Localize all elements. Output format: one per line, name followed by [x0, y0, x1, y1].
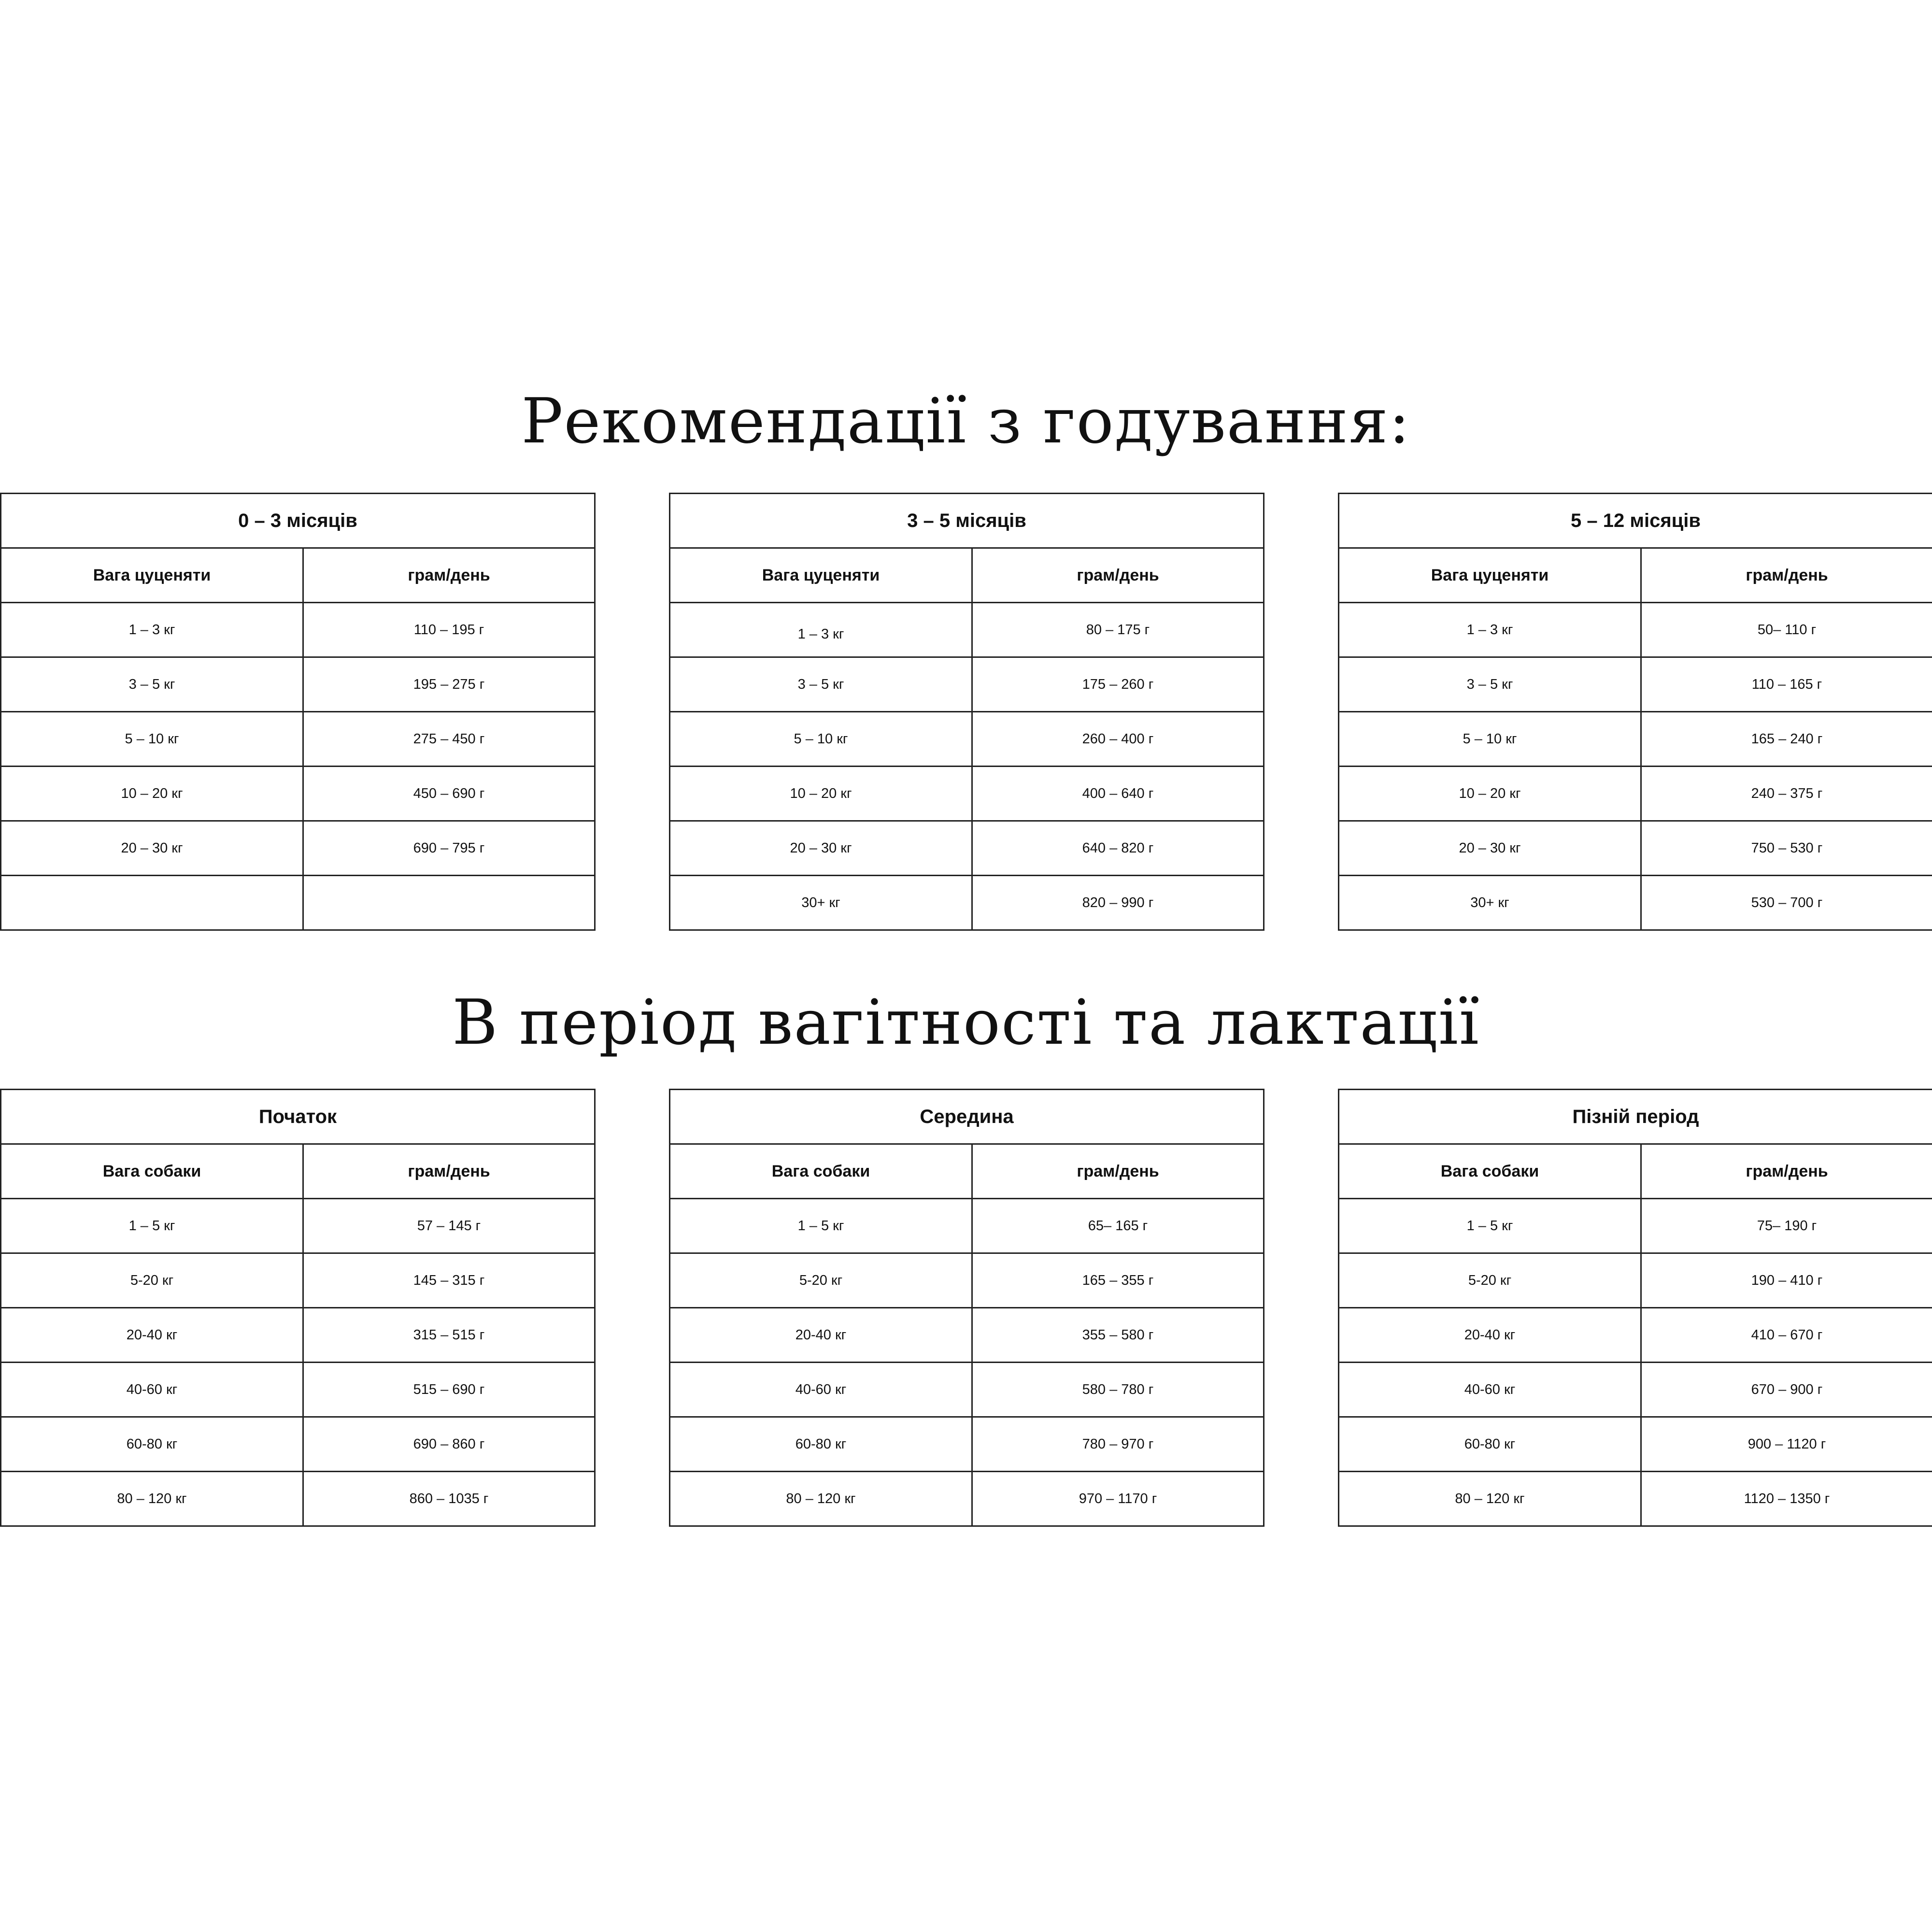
weight-cell: 1 – 3 кг	[1, 603, 303, 657]
weight-cell: 10 – 20 кг	[1339, 767, 1641, 821]
table-row	[670, 1472, 1264, 1526]
grams-per-day-column-header: грам/день	[1641, 1144, 1932, 1199]
portion-cell: 400 – 640 г	[972, 767, 1264, 821]
grams-per-day-column-header: грам/день	[1641, 548, 1932, 603]
weight-column-header: Вага цуценяти	[1339, 548, 1641, 603]
table-group-header-row	[1339, 1090, 1932, 1144]
puppy-3-5-months-table	[669, 493, 1264, 931]
portion-cell: 970 – 1170 г	[972, 1472, 1264, 1526]
table-row	[1, 1253, 595, 1308]
table-row	[1339, 657, 1932, 712]
table-row	[670, 876, 1264, 930]
table-row	[1339, 767, 1932, 821]
table-row	[1339, 712, 1932, 767]
portion-cell: 410 – 670 г	[1641, 1308, 1932, 1363]
portion-cell: 80 – 175 г	[972, 603, 1264, 657]
portion-cell: 110 – 165 г	[1641, 657, 1932, 712]
table-row	[1339, 1363, 1932, 1417]
weight-cell: 30+ кг	[670, 876, 972, 930]
weight-cell: 80 – 120 кг	[1339, 1472, 1641, 1526]
portion-cell: 165 – 355 г	[972, 1253, 1264, 1308]
table-row	[670, 821, 1264, 876]
portion-cell: 900 – 1120 г	[1641, 1417, 1932, 1472]
portion-cell: 165 – 240 г	[1641, 712, 1932, 767]
weight-cell: 10 – 20 кг	[670, 767, 972, 821]
weight-column-header: Вага цуценяти	[1, 548, 303, 603]
table-row	[1339, 1417, 1932, 1472]
weight-column-header: Вага собаки	[670, 1144, 972, 1199]
table-row	[670, 657, 1264, 712]
weight-cell: 80 – 120 кг	[670, 1472, 972, 1526]
weight-column-header: Вага собаки	[1, 1144, 303, 1199]
weight-cell	[1, 876, 303, 930]
weight-cell: 30+ кг	[1339, 876, 1641, 930]
table-row	[670, 603, 1264, 657]
table-column-header-row	[670, 548, 1264, 603]
portion-cell: 175 – 260 г	[972, 657, 1264, 712]
table-row	[1, 1417, 595, 1472]
weight-cell: 1 – 5 кг	[1339, 1199, 1641, 1253]
weight-column-header: Вага цуценяти	[670, 548, 972, 603]
portion-cell: 580 – 780 г	[972, 1363, 1264, 1417]
weight-cell: 10 – 20 кг	[1, 767, 303, 821]
portion-cell: 690 – 860 г	[303, 1417, 595, 1472]
portion-cell: 750 – 530 г	[1641, 821, 1932, 876]
portion-cell: 145 – 315 г	[303, 1253, 595, 1308]
weight-cell: 60-80 кг	[1339, 1417, 1641, 1472]
portion-cell: 50– 110 г	[1641, 603, 1932, 657]
weight-cell: 20-40 кг	[1, 1308, 303, 1363]
table-row	[1339, 1253, 1932, 1308]
table-row	[1, 1308, 595, 1363]
portion-cell: 690 – 795 г	[303, 821, 595, 876]
weight-cell: 3 – 5 кг	[1, 657, 303, 712]
weight-cell: 20 – 30 кг	[1339, 821, 1641, 876]
weight-cell: 40-60 кг	[1, 1363, 303, 1417]
table-column-header-row	[1, 1144, 595, 1199]
table-group-header-row	[1, 1090, 595, 1144]
table-group-header-row	[1, 494, 595, 548]
table-group-heading: 3 – 5 місяців	[670, 494, 1264, 548]
table-row	[1, 1472, 595, 1526]
weight-cell: 1 – 3 кг	[670, 603, 972, 657]
table-group-heading: Пізній період	[1339, 1090, 1932, 1144]
weight-cell: 20 – 30 кг	[670, 821, 972, 876]
weight-cell: 5 – 10 кг	[1339, 712, 1641, 767]
table-column-header-row	[1339, 1144, 1932, 1199]
weight-cell: 1 – 5 кг	[1, 1199, 303, 1253]
table-row	[1, 1199, 595, 1253]
table-row	[670, 1417, 1264, 1472]
table-column-header-row	[670, 1144, 1264, 1199]
portion-cell: 1120 – 1350 г	[1641, 1472, 1932, 1526]
portion-cell: 780 – 970 г	[972, 1417, 1264, 1472]
portion-cell: 75– 190 г	[1641, 1199, 1932, 1253]
table-group-heading: Початок	[1, 1090, 595, 1144]
weight-cell: 5 – 10 кг	[670, 712, 972, 767]
table-row	[670, 1199, 1264, 1253]
portion-cell: 515 – 690 г	[303, 1363, 595, 1417]
portion-cell: 260 – 400 г	[972, 712, 1264, 767]
table-row	[1, 1363, 595, 1417]
table-group-header-row	[670, 494, 1264, 548]
weight-cell: 1 – 3 кг	[1339, 603, 1641, 657]
portion-cell: 670 – 900 г	[1641, 1363, 1932, 1417]
table-row	[1339, 603, 1932, 657]
weight-cell: 20-40 кг	[1339, 1308, 1641, 1363]
portion-cell: 860 – 1035 г	[303, 1472, 595, 1526]
weight-cell: 3 – 5 кг	[1339, 657, 1641, 712]
grams-per-day-column-header: грам/день	[303, 548, 595, 603]
table-group-header-row	[670, 1090, 1264, 1144]
portion-cell: 315 – 515 г	[303, 1308, 595, 1363]
weight-cell: 60-80 кг	[1, 1417, 303, 1472]
table-row	[670, 1308, 1264, 1363]
weight-cell: 3 – 5 кг	[670, 657, 972, 712]
weight-cell: 40-60 кг	[670, 1363, 972, 1417]
table-row	[670, 1363, 1264, 1417]
grams-per-day-column-header: грам/день	[972, 1144, 1264, 1199]
table-row	[1, 876, 595, 930]
table-row	[1, 767, 595, 821]
table-row	[1, 657, 595, 712]
portion-cell: 530 – 700 г	[1641, 876, 1932, 930]
weight-cell: 1 – 5 кг	[670, 1199, 972, 1253]
puppy-5-12-months-table	[1338, 493, 1932, 931]
weight-cell: 80 – 120 кг	[1, 1472, 303, 1526]
portion-cell: 820 – 990 г	[972, 876, 1264, 930]
table-group-heading: Середина	[670, 1090, 1264, 1144]
table-row	[1, 821, 595, 876]
pregnancy-lactation-title: В період вагітності та лактації	[452, 987, 1480, 1059]
pregnancy-start-table	[0, 1089, 596, 1527]
pregnancy-late-table	[1338, 1089, 1932, 1527]
portion-cell: 240 – 375 г	[1641, 767, 1932, 821]
table-column-header-row	[1339, 548, 1932, 603]
portion-cell: 195 – 275 г	[303, 657, 595, 712]
portion-cell: 275 – 450 г	[303, 712, 595, 767]
table-group-header-row	[1339, 494, 1932, 548]
portion-cell: 65– 165 г	[972, 1199, 1264, 1253]
weight-column-header: Вага собаки	[1339, 1144, 1641, 1199]
weight-cell: 20 – 30 кг	[1, 821, 303, 876]
table-row	[670, 1253, 1264, 1308]
weight-cell: 20-40 кг	[670, 1308, 972, 1363]
puppy-0-3-months-table	[0, 493, 596, 931]
weight-cell: 60-80 кг	[670, 1417, 972, 1472]
table-row	[1339, 1199, 1932, 1253]
weight-cell: 5-20 кг	[1339, 1253, 1641, 1308]
grams-per-day-column-header: грам/день	[303, 1144, 595, 1199]
table-group-heading: 5 – 12 місяців	[1339, 494, 1932, 548]
weight-cell: 5 – 10 кг	[1, 712, 303, 767]
table-row	[1339, 821, 1932, 876]
pregnancy-middle-table	[669, 1089, 1264, 1527]
table-row	[670, 767, 1264, 821]
table-group-heading: 0 – 3 місяців	[1, 494, 595, 548]
table-row	[670, 712, 1264, 767]
table-row	[1339, 1472, 1932, 1526]
weight-cell: 40-60 кг	[1339, 1363, 1641, 1417]
table-column-header-row	[1, 548, 595, 603]
weight-cell: 5-20 кг	[670, 1253, 972, 1308]
grams-per-day-column-header: грам/день	[972, 548, 1264, 603]
portion-cell: 640 – 820 г	[972, 821, 1264, 876]
portion-cell: 190 – 410 г	[1641, 1253, 1932, 1308]
table-row	[1, 603, 595, 657]
portion-cell: 110 – 195 г	[303, 603, 595, 657]
table-row	[1339, 876, 1932, 930]
feeding-recommendations-title: Рекомендації з годування:	[521, 385, 1411, 457]
portion-cell: 355 – 580 г	[972, 1308, 1264, 1363]
portion-cell: 450 – 690 г	[303, 767, 595, 821]
table-row	[1339, 1308, 1932, 1363]
portion-cell: 57 – 145 г	[303, 1199, 595, 1253]
table-row	[1, 712, 595, 767]
weight-cell: 5-20 кг	[1, 1253, 303, 1308]
portion-cell	[303, 876, 595, 930]
